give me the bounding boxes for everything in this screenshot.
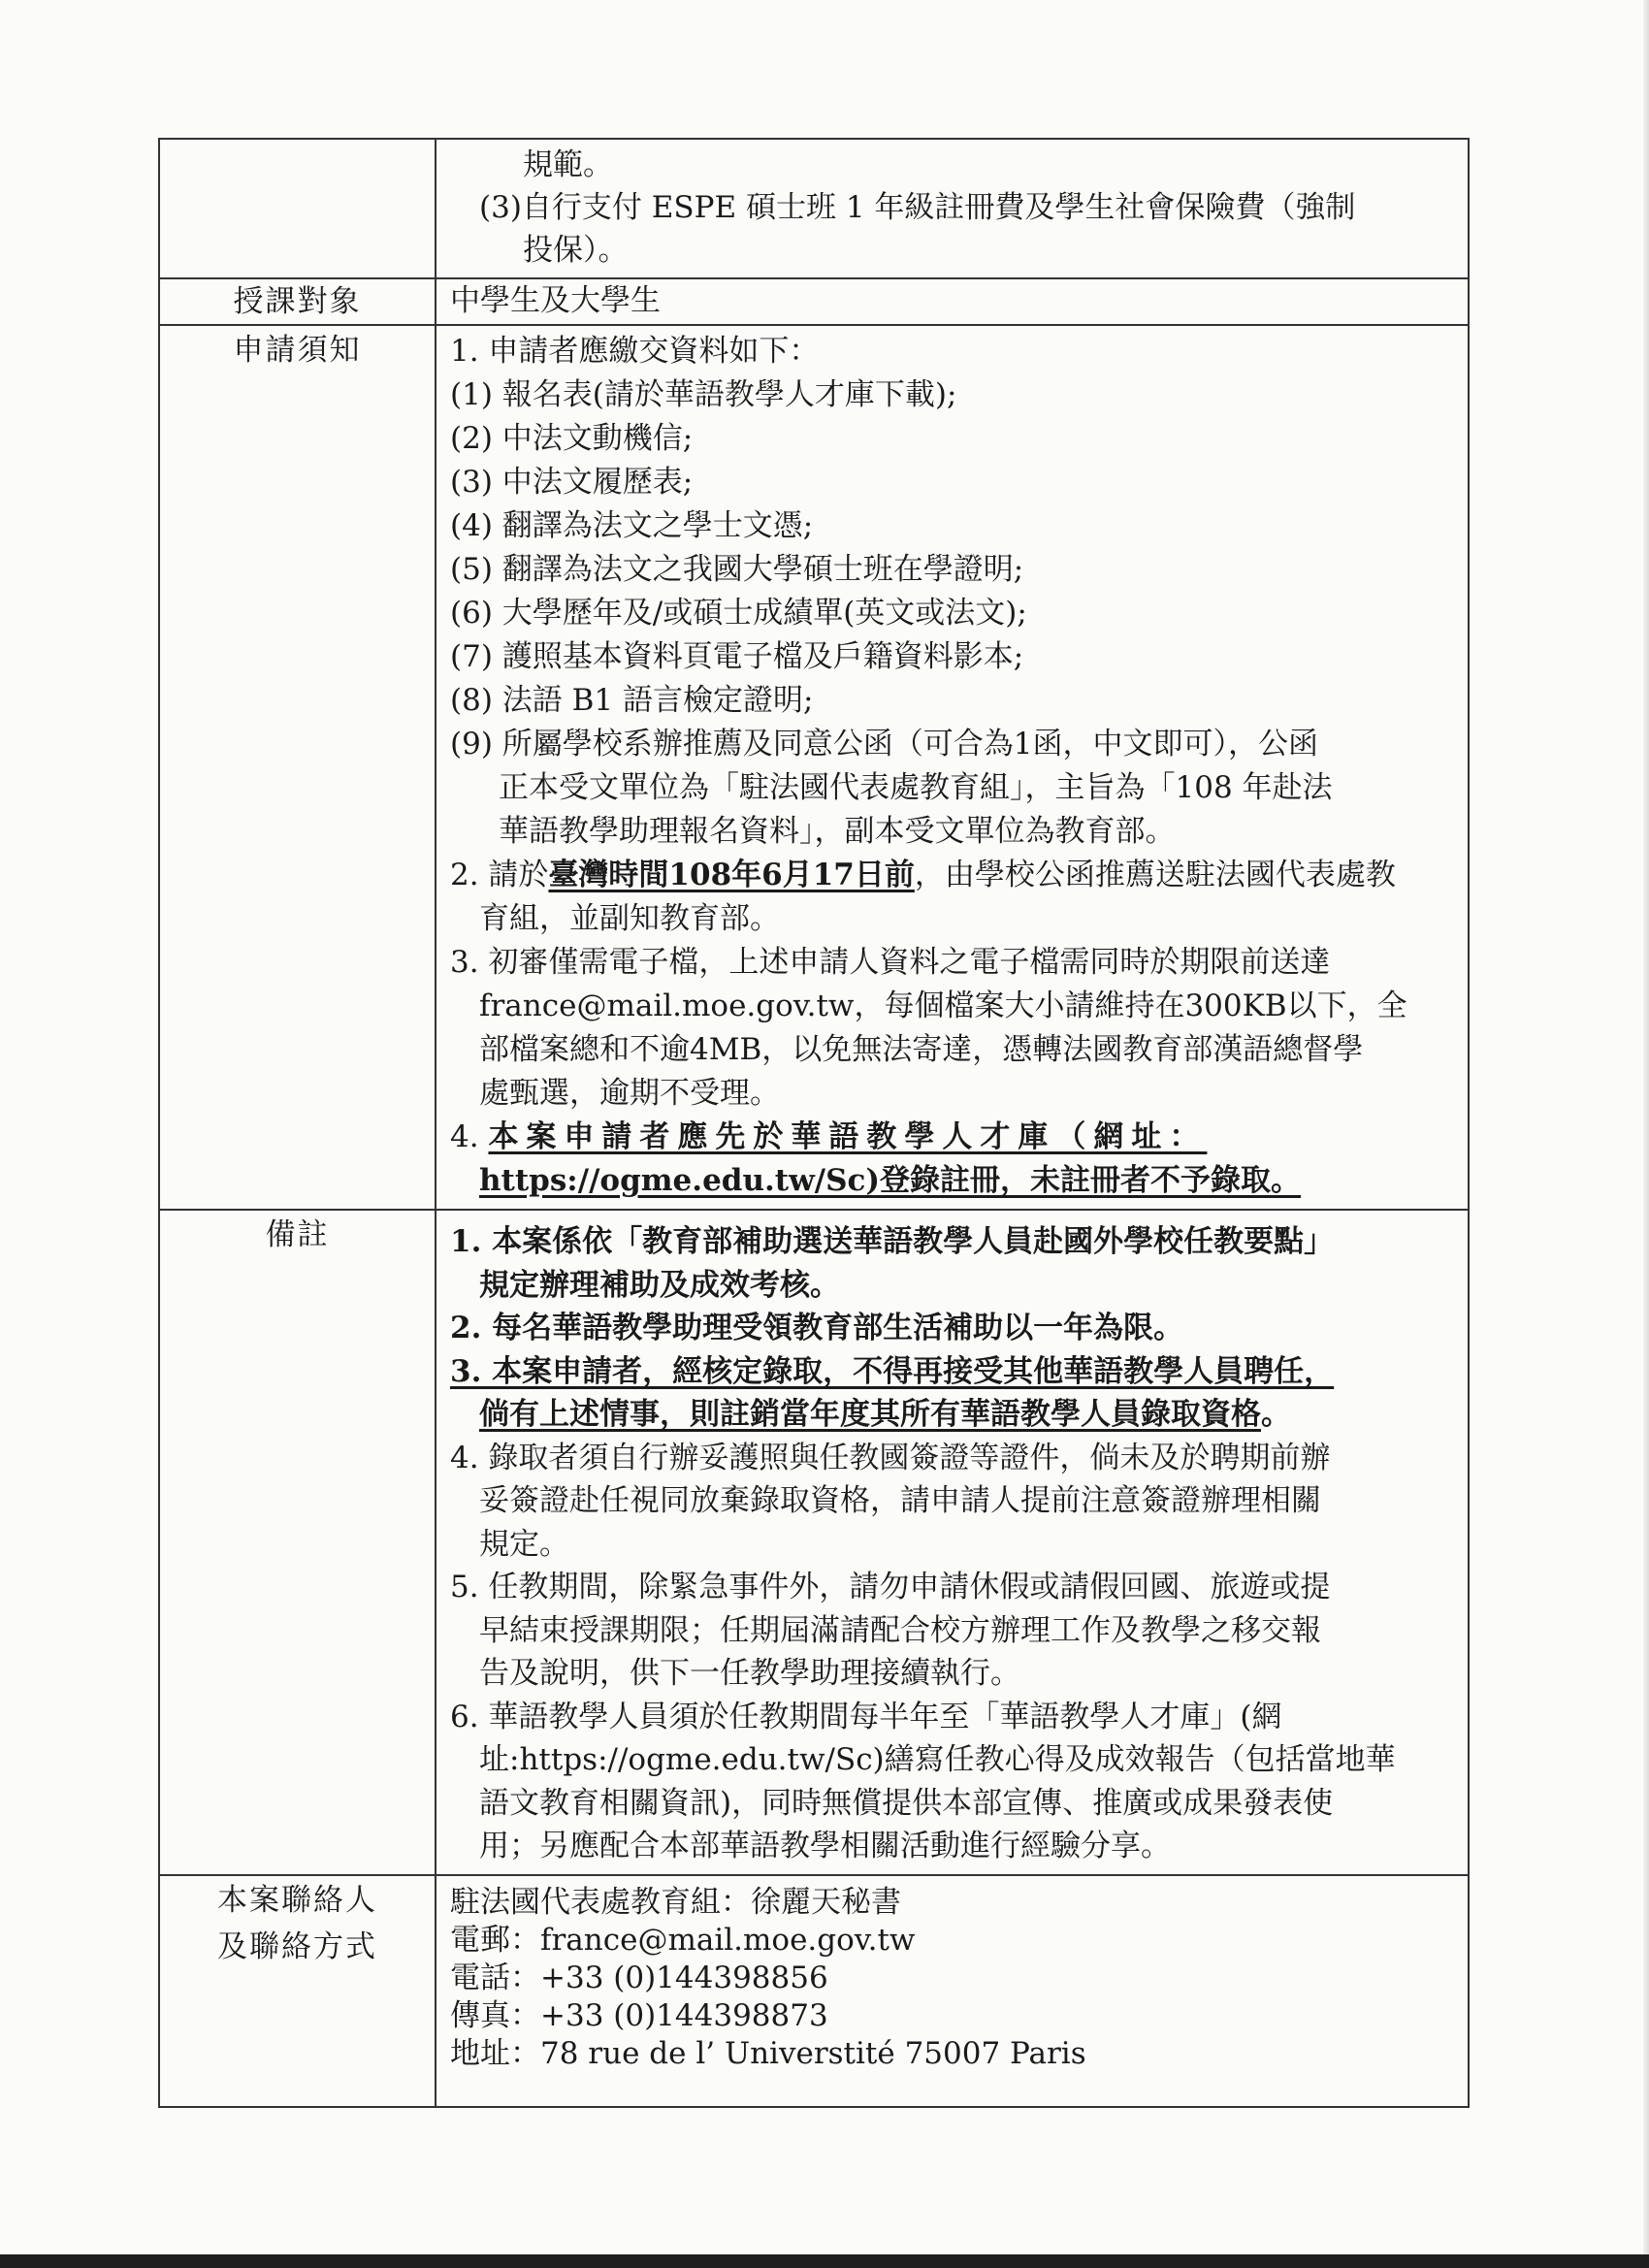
text-line: 早結束授課期限；任期屆滿請配合校方辦理工作及教學之移交報 [479, 1612, 1321, 1648]
label-line: 及聯絡方式 [217, 1928, 377, 1964]
label-line: 本案聯絡人 [217, 1882, 377, 1918]
text-line: (7) 護照基本資料頁電子檔及戶籍資料影本; [450, 639, 1024, 674]
text-line: 語文教育相關資訊)，同時無償提供本部宣傳、推廣或成果發表使 [479, 1785, 1334, 1821]
text-line: 部檔案總和不逾4MB，以免無法寄達，憑轉法國教育部漢語總督學 [479, 1032, 1364, 1067]
text-line: 1. 申請者應繳交資料如下： [450, 334, 820, 369]
text-line: (3) 中法文履歷表; [450, 465, 694, 500]
deadline-prefix: 2. 請於 [450, 858, 549, 892]
text-line: (1) 報名表(請於華語教學人才庫下載); [450, 377, 957, 412]
info-table [158, 138, 1470, 2108]
text-line: (4) 翻譯為法文之學士文憑; [450, 508, 814, 543]
text-line: 規定。 [479, 1526, 569, 1562]
row-label-audience: 授課對象 [159, 278, 436, 325]
text-line [450, 1393, 1454, 1437]
text-line: 1. 本案係依「教育部補助選送華語教學人員赴國外學校任教要點」 [450, 1224, 1335, 1259]
text-line: (3)自行支付 ESPE 碩士班 1 年級註冊費及學生社會保險費（強制 [479, 190, 1356, 225]
text-line: 妥簽證赴任視同放棄錄取資格，請申請人提前注意簽證辦理相關 [479, 1483, 1321, 1518]
row-remarks [159, 1210, 1469, 1875]
contact-name: 駐法國代表處教育組：徐麗天秘書 [450, 1884, 901, 1920]
text-line: 投保）。 [523, 233, 629, 268]
text-line: 告及說明，供下一任教學助理接續執行。 [479, 1656, 1020, 1691]
contact-fax: 傳真：+33 (0)144398873 [450, 1997, 828, 2033]
text-segment: 倘有上述情事，則註銷當年度其所有華語教學人員錄取資格 [479, 1397, 1261, 1432]
deadline-line [450, 854, 1454, 897]
text-line: 育組，並副知教育部。 [479, 901, 780, 936]
row-application [159, 325, 1469, 1210]
registration-notice-line-2 [450, 1159, 1454, 1203]
text-line: (8) 法語 B1 語言檢定證明; [450, 683, 814, 718]
text-line: 規定辦理補助及成效考核。 [479, 1267, 840, 1303]
text-line: 3. 本案申請者，經核定錄取，不得再接受其他華語教學人員聘任， [450, 1353, 1335, 1389]
deadline-suffix: ，由學校公函推薦送駐法國代表處教 [914, 858, 1396, 892]
row-audience [159, 278, 1469, 325]
text-line: 4. 錄取者須自行辦妥護照與任教國簽證等證件，倘未及於聘期前辦 [450, 1440, 1331, 1475]
contact-phone: 電話：+33 (0)144398856 [450, 1960, 828, 1995]
row-content-application [436, 325, 1469, 1210]
text-line: 處甄選，逾期不受理。 [479, 1076, 780, 1111]
row-label-contact [159, 1875, 436, 2107]
text-line: (9) 所屬學校系辦推薦及同意公函（可合為1函，中文即可），公函 [450, 727, 1318, 761]
contact-email: 電郵：france@mail.moe.gov.tw [450, 1922, 916, 1958]
scan-bottom-border [0, 2254, 1649, 2268]
row-label-application: 申請須知 [159, 325, 436, 1210]
registration-url: https://ogme.edu.tw/Sc)登錄註冊，未註冊者不予錄取。 [479, 1163, 1302, 1198]
row-content-contact [436, 1875, 1469, 2107]
text-line: 3. 初審僅需電子檔，上述申請人資料之電子檔需同時於期限前送達 [450, 945, 1331, 980]
row-content-remarks [436, 1210, 1469, 1875]
text-line: 華語教學助理報名資料」，副本受文單位為教育部。 [499, 814, 1176, 849]
registration-notice-text: 本案申請者應先於華語教學人才庫（網址： [488, 1119, 1208, 1154]
scan-page-edge [1643, 0, 1649, 2268]
text-line: 址:https://ogme.edu.tw/Sc)繕寫任教心得及成效報告（包括當地華 [479, 1742, 1396, 1777]
row-label-remarks: 備註 [159, 1210, 436, 1875]
row-continuation [159, 139, 1469, 278]
row-content-continuation [436, 139, 1469, 278]
text-line: 6. 華語教學人員須於任教期間每半年至「華語教學人才庫」(網 [450, 1699, 1282, 1734]
item-number: 4. [450, 1119, 479, 1154]
deadline-date: 臺灣時間108年6月17日前 [548, 858, 915, 892]
contact-address: 地址：78 rue de l’ Universtité 75007 Paris [450, 2035, 1086, 2071]
text-line: 正本受文單位為「駐法國代表處教育組」，主旨為「108 年赴法 [499, 770, 1333, 805]
text-segment: 。 [1261, 1397, 1291, 1432]
registration-notice-line [450, 1116, 1454, 1159]
text-line: 規範。 [523, 147, 613, 182]
row-label-empty [159, 139, 436, 278]
text-line: (2) 中法文動機信; [450, 421, 694, 456]
text-line: (6) 大學歷年及/或碩士成績單(英文或法文); [450, 596, 1027, 631]
text-line: france@mail.moe.gov.tw，每個檔案大小請維持在300KB以下，全 [479, 988, 1407, 1023]
text-line: 5. 任教期間，除緊急事件外，請勿申請休假或請假回國、旅遊或提 [450, 1570, 1331, 1604]
row-contact [159, 1875, 1469, 2107]
text-line: (5) 翻譯為法文之我國大學碩士班在學證明; [450, 552, 1024, 587]
row-content-audience [436, 278, 1469, 325]
text-line: 中學生及大學生 [450, 283, 661, 318]
text-line: 用；另應配合本部華語教學相關活動進行經驗分享。 [479, 1829, 1171, 1863]
text-line: 2. 每名華語教學助理受領教育部生活補助以一年為限。 [450, 1311, 1184, 1345]
